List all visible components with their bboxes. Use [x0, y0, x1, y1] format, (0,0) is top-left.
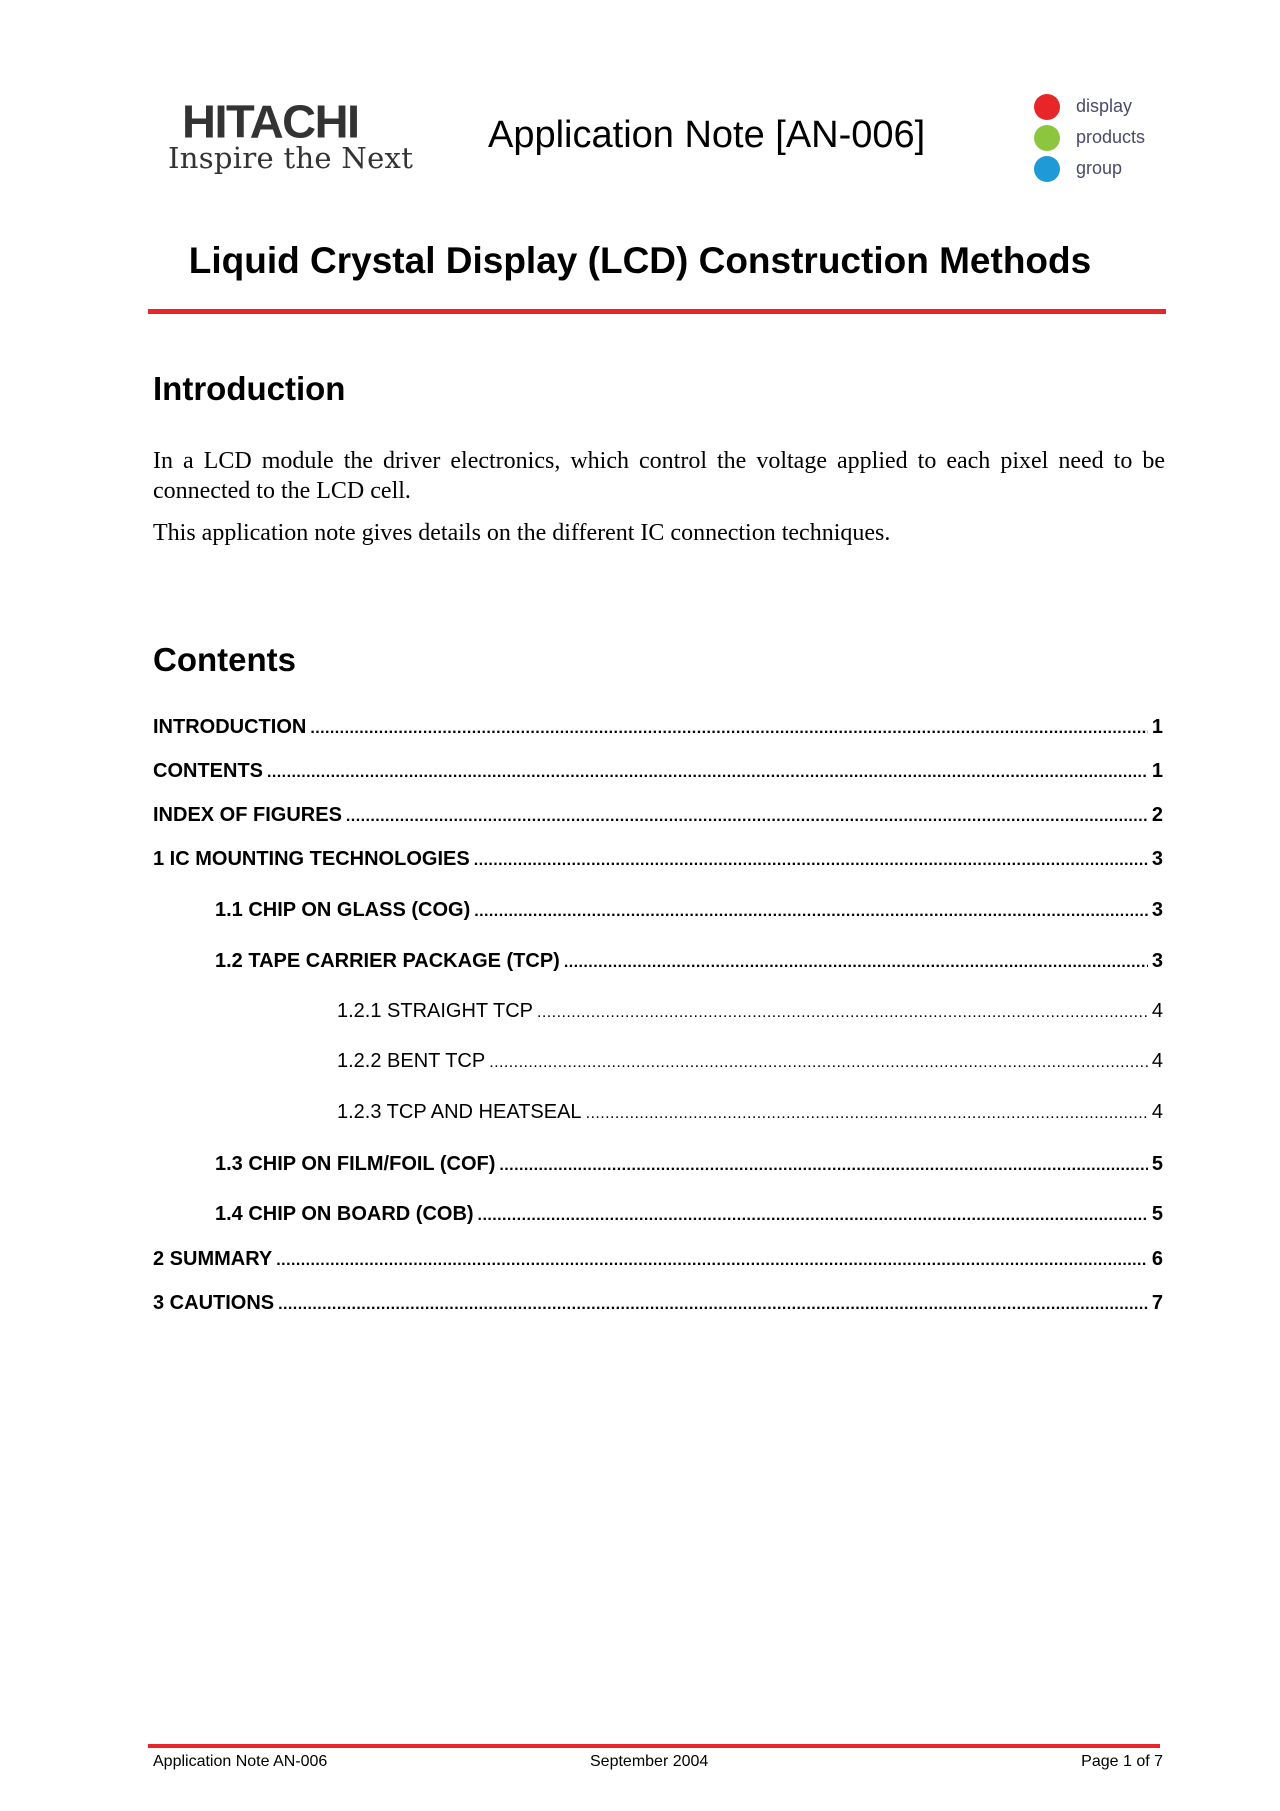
- toc-entry[interactable]: [153, 759, 1163, 785]
- toc-entry[interactable]: [153, 1291, 1163, 1317]
- toc-entry[interactable]: [153, 847, 1163, 873]
- toc-entry-title: INDEX OF FIGURES: [153, 804, 342, 826]
- footer-date: September 2004: [590, 1753, 709, 1770]
- toc-entry-page: 5: [1151, 1203, 1163, 1225]
- document-id: Application Note [AN-006]: [488, 114, 926, 156]
- toc-entry-title: 1.1 CHIP ON GLASS (COG): [215, 899, 471, 921]
- toc-entry-title: INTRODUCTION: [153, 716, 307, 738]
- toc-entry-page: 5: [1151, 1153, 1163, 1175]
- toc-entry-page: 3: [1151, 950, 1163, 972]
- group-label-products: products: [1076, 127, 1146, 147]
- toc-entry-page: 4: [1151, 1050, 1163, 1072]
- intro-paragraph-1: In a LCD module the driver electronics, which control the voltage applied to each pixel need to be connected to the LCD cell.: [153, 448, 1165, 504]
- hitachi-logo: [166, 95, 426, 184]
- toc-entry-title: 1.2.1 STRAIGHT TCP: [337, 1000, 533, 1022]
- footer-doc-name: Application Note AN-006: [153, 1753, 328, 1770]
- intro-paragraph-2: This application note gives details on the different IC connection techniques.: [153, 520, 891, 546]
- toc-entry-page: 1: [1151, 760, 1163, 782]
- group-label-display: display: [1076, 96, 1133, 116]
- toc-entry[interactable]: [337, 1049, 1163, 1075]
- toc-entry[interactable]: [153, 803, 1163, 829]
- toc-entry-title: 1.3 CHIP ON FILM/FOIL (COF): [215, 1153, 496, 1175]
- toc-entry-page: 3: [1151, 848, 1163, 870]
- toc-entry-page: 4: [1151, 1000, 1163, 1022]
- toc-entry-page: 3: [1151, 899, 1163, 921]
- toc-entry-title: 1.2.2 BENT TCP: [337, 1050, 486, 1072]
- toc-entry-title: 1.4 CHIP ON BOARD (COB): [215, 1203, 474, 1225]
- toc-entry[interactable]: [215, 1202, 1163, 1228]
- toc-entry[interactable]: [337, 1100, 1163, 1126]
- toc-entry[interactable]: [215, 898, 1163, 924]
- contents-heading: Contents: [153, 641, 296, 678]
- logo-tagline: Inspire the Next: [168, 141, 414, 175]
- footer-divider: [148, 1744, 1160, 1748]
- document-title: Liquid Crystal Display (LCD) Construction Methods: [188, 240, 1092, 281]
- toc-entry-title: CONTENTS: [153, 760, 263, 782]
- toc-entry-page: 2: [1151, 804, 1163, 826]
- logo-brand: HITACHI: [182, 95, 359, 148]
- blue-dot-icon: [1034, 156, 1060, 182]
- introduction-heading: Introduction: [153, 370, 346, 407]
- toc-entry-page: 1: [1151, 716, 1163, 738]
- green-dot-icon: [1034, 125, 1060, 151]
- toc-entry-page: 6: [1151, 1248, 1163, 1270]
- toc-entry[interactable]: [215, 1152, 1163, 1178]
- toc-entry[interactable]: [153, 1247, 1163, 1273]
- toc-entry[interactable]: [215, 949, 1163, 975]
- red-dot-icon: [1034, 94, 1060, 120]
- toc-entry-title: 1 IC MOUNTING TECHNOLOGIES: [153, 848, 470, 870]
- title-divider: [148, 309, 1166, 314]
- toc-entry[interactable]: [337, 999, 1163, 1025]
- group-label-group: group: [1076, 158, 1123, 178]
- toc-entry-page: 7: [1151, 1292, 1163, 1314]
- toc-entry-page: 4: [1151, 1101, 1163, 1123]
- toc-entry-title: 2 SUMMARY: [153, 1248, 273, 1270]
- footer-page-number: Page 1 of 7: [1081, 1753, 1163, 1770]
- toc-entry-title: 1.2 TAPE CARRIER PACKAGE (TCP): [215, 950, 560, 972]
- toc-entry[interactable]: [153, 715, 1163, 741]
- toc-entry-title: 1.2.3 TCP AND HEATSEAL: [337, 1101, 582, 1123]
- toc-entry-title: 3 CAUTIONS: [153, 1292, 275, 1314]
